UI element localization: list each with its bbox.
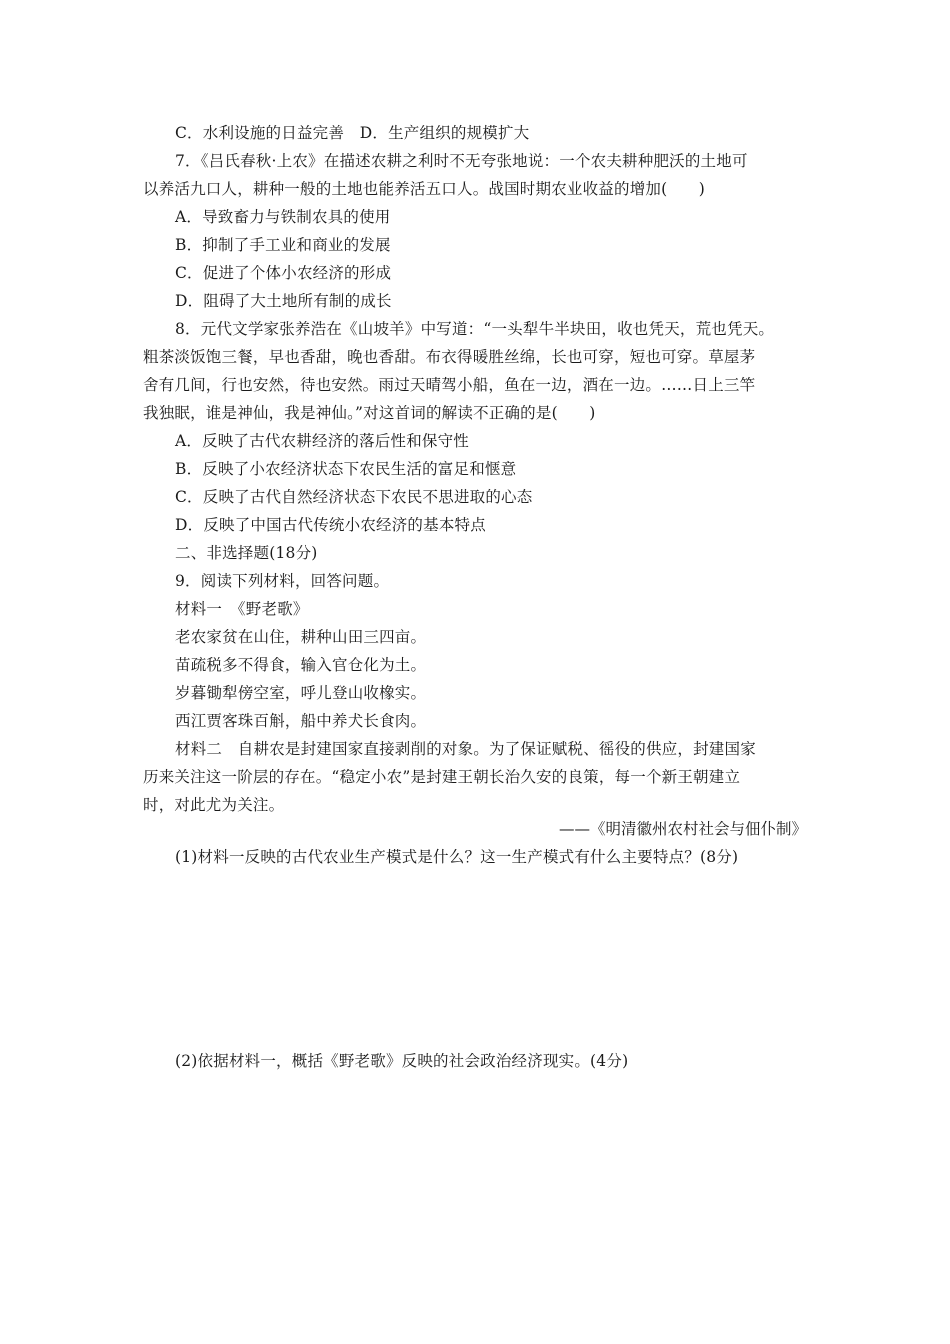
q8-option-c: C．反映了古代自然经济状态下农民不思进取的心态 bbox=[175, 488, 533, 506]
q8-stem-line3: 舍有几间，行也安然，待也安然。雨过天晴驾小船，鱼在一边，酒在一边。……日上三竿 bbox=[143, 376, 756, 394]
q8-option-a: A．反映了古代农耕经济的落后性和保守性 bbox=[175, 432, 469, 450]
q8-stem-line2: 粗茶淡饭饱三餐，早也香甜，晚也香甜。布衣得暖胜丝绵，长也可穿，短也可穿。草屋茅 bbox=[143, 348, 756, 366]
q9-stem: 9．阅读下列材料，回答问题。 bbox=[175, 572, 390, 590]
q9-sub-question-2: (2)依据材料一，概括《野老歌》反映的社会政治经济现实。(4分) bbox=[175, 1052, 629, 1070]
q8-stem-line4: 我独眠，谁是神仙，我是神仙。”对这首词的解读不正确的是( ) bbox=[143, 404, 596, 422]
q9-material2-source: ——《明清徽州农村社会与佃仆制》 bbox=[558, 820, 807, 838]
poem-line-4: 西江贾客珠百斛，船中养犬长食肉。 bbox=[175, 712, 427, 730]
q8-stem-line1: 8．元代文学家张养浩在《山坡羊》中写道：“一头犁牛半块田，收也凭天，荒也凭天。 bbox=[175, 320, 775, 338]
q8-option-d: D．反映了中国古代传统小农经济的基本特点 bbox=[175, 516, 486, 534]
poem-line-2: 苗疏税多不得食，输入官仓化为土。 bbox=[175, 656, 427, 674]
q7-option-a: A．导致畜力与铁制农具的使用 bbox=[175, 208, 391, 226]
poem-line-1: 老农家贫在山住，耕种山田三四亩。 bbox=[175, 628, 427, 646]
q8-option-b: B．反映了小农经济状态下农民生活的富足和惬意 bbox=[175, 460, 517, 478]
q7-option-c: C．促进了个体小农经济的形成 bbox=[175, 264, 392, 282]
q7-stem-line2: 以养活九口人，耕种一般的土地也能养活五口人。战国时期农业收益的增加( ) bbox=[143, 180, 705, 198]
q9-material2-line3: 时，对此尤为关注。 bbox=[143, 796, 285, 814]
q9-material2-line2: 历来关注这一阶层的存在。“稳定小农”是封建王朝长治久安的良策，每一个新王朝建立 bbox=[143, 768, 741, 786]
q7-stem-line1: 7．《吕氏春秋·上农》在描述农耕之利时不无夸张地说：一个农夫耕种肥沃的土地可 bbox=[175, 152, 748, 170]
q6-options-cd: C．水利设施的日益完善 D．生产组织的规模扩大 bbox=[175, 124, 530, 142]
q9-sub-question-1: (1)材料一反映的古代农业生产模式是什么？这一生产模式有什么主要特点？(8分) bbox=[175, 848, 739, 866]
poem-line-3: 岁暮锄犁傍空室，呼儿登山收橡实。 bbox=[175, 684, 427, 702]
q9-material1-title: 材料一 《野老歌》 bbox=[175, 600, 309, 618]
q9-material2-line1: 材料二 自耕农是封建国家直接剥削的对象。为了保证赋税、徭役的供应，封建国家 bbox=[175, 740, 756, 758]
q7-option-b: B．抑制了手工业和商业的发展 bbox=[175, 236, 391, 254]
section2-heading: 二、非选择题(18分) bbox=[175, 544, 318, 562]
q7-option-d: D．阻碍了大土地所有制的成长 bbox=[175, 292, 392, 310]
